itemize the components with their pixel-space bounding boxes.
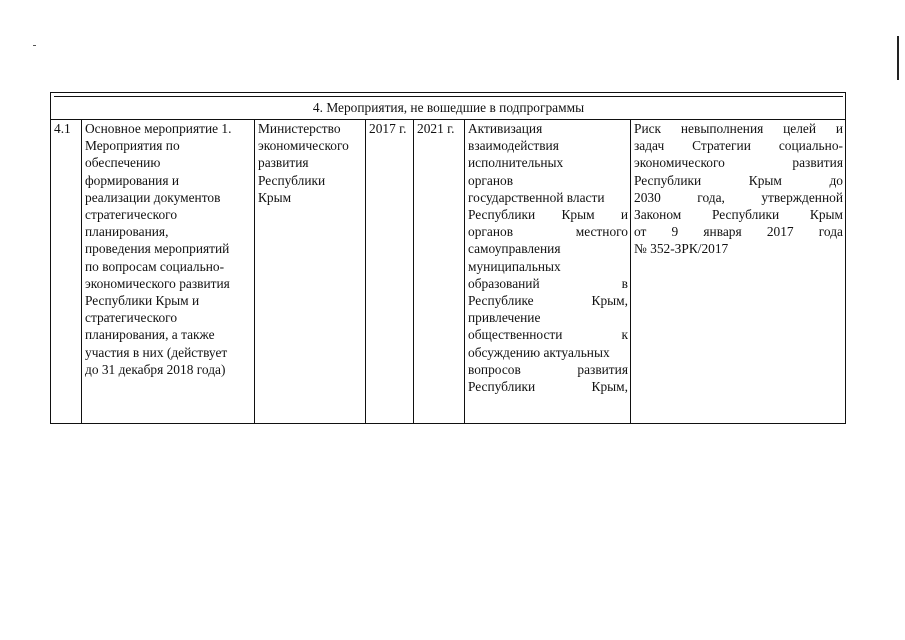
measure-name-line: планирования, а также xyxy=(85,327,215,343)
risk-line: 2030 года, утвержденной xyxy=(634,189,843,205)
result-line: обсуждению актуальных xyxy=(468,344,610,360)
result-line: органов xyxy=(468,172,514,188)
result-line: самоуправления xyxy=(468,241,561,257)
measure-name-cell xyxy=(82,120,255,424)
executor-line: развития xyxy=(258,155,309,171)
result-line: общественности к xyxy=(468,327,628,343)
row-number: 4.1 xyxy=(54,121,71,136)
measure-name-line: Республики Крым и xyxy=(85,293,200,309)
end-year-cell xyxy=(414,120,465,424)
section-header-row xyxy=(51,93,846,120)
scan-mark xyxy=(33,45,36,46)
result-line: взаимодействия xyxy=(468,138,559,154)
start-year-cell xyxy=(366,120,414,424)
result-line: Республики Крым, xyxy=(468,379,628,395)
row-number-cell xyxy=(51,120,82,424)
measure-name-line: стратегического xyxy=(85,310,178,326)
measure-name-line: проведения мероприятий xyxy=(85,241,230,257)
executor-line: Министерство xyxy=(258,121,341,136)
executor-cell xyxy=(255,120,366,424)
measure-name-line: планирования, xyxy=(85,224,169,240)
risk-cell xyxy=(631,120,846,424)
result-line: Активизация xyxy=(468,121,543,136)
measure-name-line: по вопросам социально- xyxy=(85,258,225,274)
section-title: 4. Мероприятия, не вошедшие в подпрограммы xyxy=(54,96,843,119)
result-line: образований в xyxy=(468,275,628,291)
scan-edge-mark xyxy=(897,36,899,80)
section-title-cell xyxy=(51,93,846,120)
executor-line: Республики xyxy=(258,172,326,188)
risk-line: Риск невыполнения целей и xyxy=(634,121,843,136)
table-row xyxy=(51,120,846,424)
result-line: органов местного xyxy=(468,224,628,240)
risk-line: Законом Республики Крым xyxy=(634,207,843,223)
result-line: исполнительных xyxy=(468,155,564,171)
risk-line: № 352-ЗРК/2017 xyxy=(634,241,729,257)
measure-name-line: обеспечению xyxy=(85,155,161,171)
risk-line: от 9 января 2017 года xyxy=(634,224,843,240)
risk-line: экономического развития xyxy=(634,155,843,171)
measures-table xyxy=(50,92,846,424)
measure-name-line: стратегического xyxy=(85,207,178,223)
executor-line: экономического xyxy=(258,138,349,154)
start-year: 2017 г. xyxy=(369,121,407,136)
expected-result-cell xyxy=(465,120,631,424)
end-year: 2021 г. xyxy=(417,121,455,136)
result-line: муниципальных xyxy=(468,258,561,274)
measure-name-line: формирования и xyxy=(85,172,179,188)
risk-line: Республики Крым до xyxy=(634,172,843,188)
executor-line: Крым xyxy=(258,189,292,205)
measure-name-line: Мероприятия по xyxy=(85,138,180,154)
measure-name-line: реализации документов xyxy=(85,189,221,205)
result-line: государственной власти xyxy=(468,189,605,205)
measure-name-line: участия в них (действует xyxy=(85,344,228,360)
risk-line: задач Стратегии социально- xyxy=(634,138,843,154)
measure-name-line: Основное мероприятие 1. xyxy=(85,121,232,136)
result-line: привлечение xyxy=(468,310,541,326)
measure-name-line: экономического развития xyxy=(85,275,230,291)
result-line: Республики Крым и xyxy=(468,207,628,223)
measure-name-line: до 31 декабря 2018 года) xyxy=(85,361,226,377)
result-line: вопросов развития xyxy=(468,361,628,377)
result-line: Республике Крым, xyxy=(468,293,628,309)
